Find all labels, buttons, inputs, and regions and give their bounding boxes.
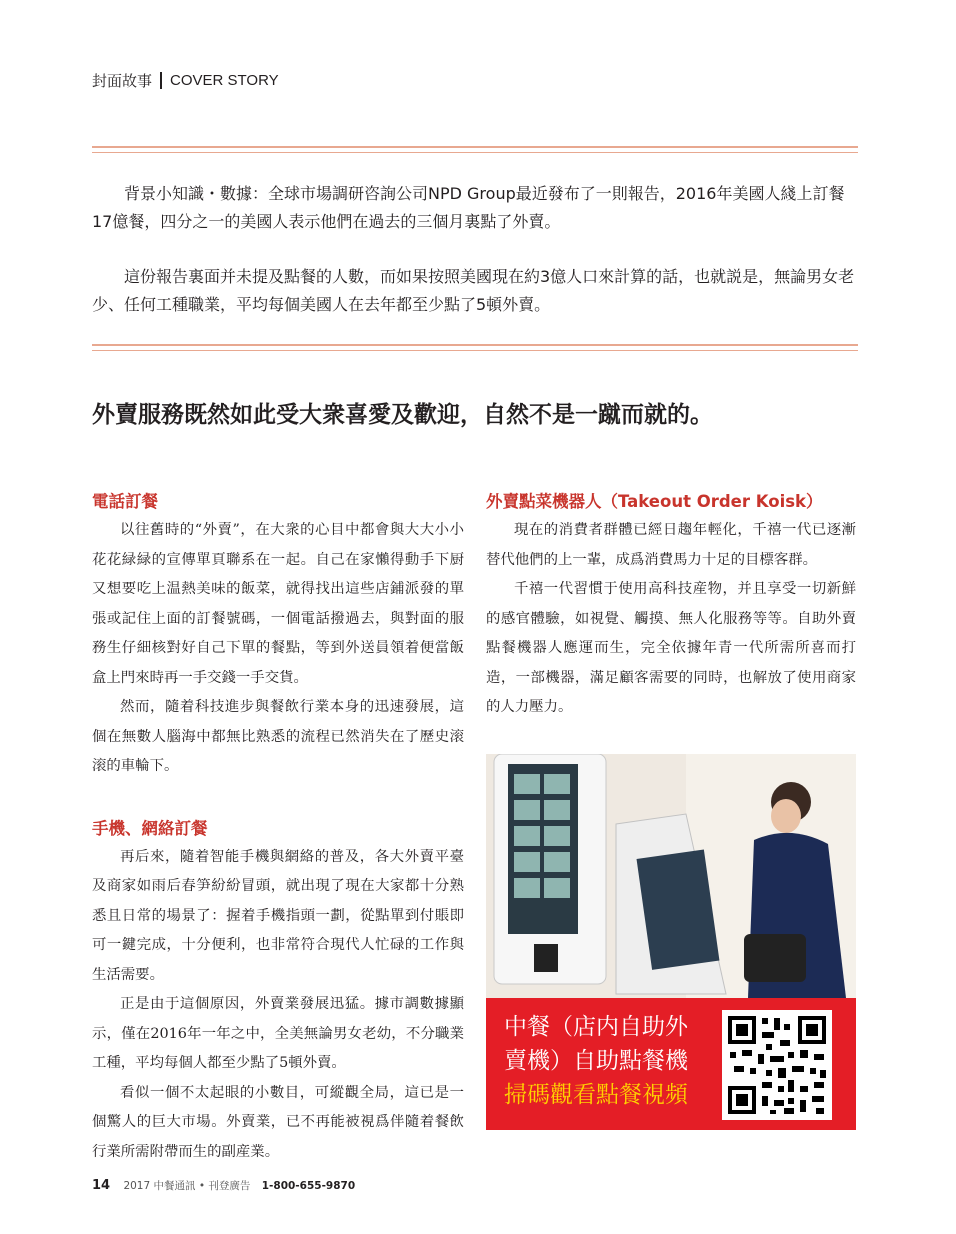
left-column <box>92 488 464 1167</box>
qr-code[interactable] <box>722 1010 832 1120</box>
top-rule <box>92 146 858 157</box>
kiosk-paragraph-2: 千禧一代習慣于使用高科技産物，并且享受一切新鮮的感官體驗，如視覺、觸摸、無人化服務等等。自助外賣點餐機器人應運而生，完全依據年青一代所需所喜而打造，一部機器，滿足顧客需要的同時，也解放了使用商家的人力壓力。 <box>486 581 856 715</box>
promo-text <box>504 1010 688 1112</box>
promo-banner <box>486 998 856 1130</box>
mobile-paragraph-2: 正是由于這個原因，外賣業發展迅猛。據市調數據顯示，僅在2016年一年之中，全美無論男女老幼，不分職業工種，平均每個人都至少點了5頓外賣。 <box>92 996 464 1071</box>
page-footer <box>92 1178 355 1193</box>
intro-paragraph-1: 背景小知識・數據：全球市場調研咨詢公司NPD Group最近發布了一則報告，2016年美國人綫上訂餐17億餐，四分之一的美國人表示他們在過去的三個月裏點了外賣。 <box>92 184 845 231</box>
headline: 外賣服務既然如此受大衆喜愛及歡迎，自然不是一蹴而就的。 <box>92 402 713 428</box>
phone-paragraph-1: 以往舊時的“外賣”，在大衆的心目中都會與大大小小花花緑緑的宣傳單頁聯系在一起。自己在家懶得動手下厨又想要吃上温熱美味的飯菜，就得找出這些店鋪派發的單張或記住上面的訂餐號碼，一個電話撥過去，與對面的服務生仔細核對好自己下單的餐點，等到外送員領着便當飯盒上門來時再一手交錢一手交貨。 <box>92 522 464 686</box>
kiosk-photo-illustration <box>486 754 856 998</box>
section-title-kiosk: 外賣點菜機器人（Takeout Order Koisk） <box>486 492 823 511</box>
section-title-phone: 電話訂餐 <box>92 492 158 511</box>
intro-paragraph-2: 這份報告裏面并未提及點餐的人數，而如果按照美國現在約3億人口來計算的話，也就説是，無論男女老少、任何工種職業，平均每個美國人在去年都至少點了5頓外賣。 <box>92 267 855 314</box>
section-header <box>92 70 279 91</box>
section-label-zh: 封面故事 <box>92 72 153 90</box>
kiosk-paragraph-1: 現在的消費者群體已經日趨年輕化，千禧一代已逐漸替代他們的上一輩，成爲消費馬力十足的目標客群。 <box>486 522 856 568</box>
promo-line-2: 賣機）自助點餐機 <box>504 1048 688 1074</box>
footer-publication: 2017 中餐通訊 • 刊登廣告 <box>123 1180 251 1192</box>
qr-code-icon <box>722 1010 832 1120</box>
promo-line-1: 中餐（店内自助外 <box>504 1014 688 1040</box>
mobile-paragraph-3: 看似一個不太起眼的小數目，可縱觀全局，這已是一個驚人的巨大市場。外賣業，已不再能被視爲伴隨着餐飲行業所需附帶而生的副産業。 <box>92 1084 464 1160</box>
phone-paragraph-2: 然而，隨着科技進步與餐飲行業本身的迅速發展，這個在無數人腦海中都無比熟悉的流程已然消失在了歷史滚滚的車輪下。 <box>92 699 464 774</box>
section-title-mobile: 手機、網絡訂餐 <box>92 818 208 838</box>
page-number: 14 <box>92 1178 111 1193</box>
section-label-en: COVER STORY <box>170 72 279 89</box>
kiosk-photo <box>486 754 856 998</box>
promo-line-3: 掃碼觀看點餐視頻 <box>504 1082 688 1108</box>
footer-phone: 1-800-655-9870 <box>261 1180 356 1192</box>
mobile-paragraph-1: 再后來，隨着智能手機與網絡的普及，各大外賣平臺及商家如雨后春笋紛紛冒頭，就出現了現在大家都十分熟悉且日常的場景了：握着手機指頭一劃，從點單到付賬即可一鍵完成，十分便利，也非常符合現代人忙碌的工作與生活需要。 <box>92 848 464 983</box>
right-column <box>486 488 856 723</box>
header-divider <box>160 72 162 89</box>
bottom-rule <box>92 344 858 355</box>
